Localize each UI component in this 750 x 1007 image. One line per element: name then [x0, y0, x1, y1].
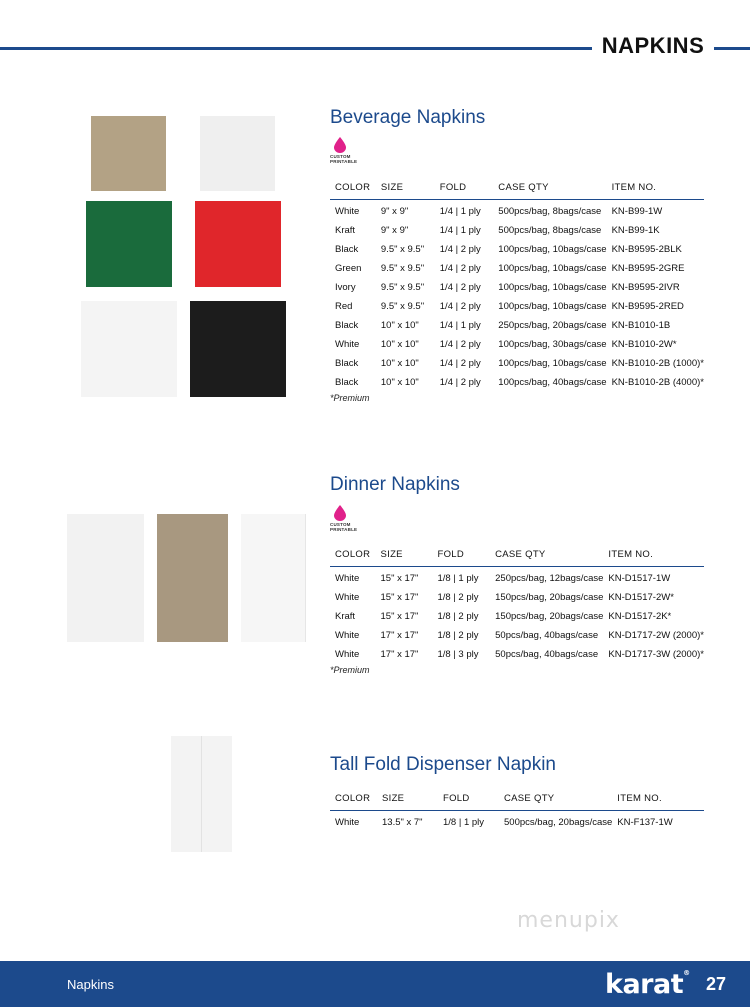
- cell-color: Kraft: [335, 611, 356, 622]
- table-row: [330, 297, 704, 316]
- white-napkin-swatch: [200, 116, 275, 191]
- dinner-spec-table: [330, 547, 704, 664]
- cell-size: 9" x 9": [380, 225, 409, 236]
- cell-item-no: KN-B9595-2GRE: [611, 263, 685, 274]
- cell-case-qty: 100pcs/bag, 10bags/case: [498, 282, 607, 293]
- cell-item-no: KN-D1517-2K*: [608, 611, 672, 622]
- cell-fold: 1/4 | 2 ply: [439, 339, 481, 350]
- ink-drop-icon: [333, 137, 347, 153]
- cell-case-qty: 100pcs/bag, 10bags/case: [498, 358, 607, 369]
- cell-item-no: KN-B9595-2BLK: [611, 244, 682, 255]
- white-10in-napkin-swatch: [81, 301, 177, 397]
- cell-fold: 1/4 | 2 ply: [439, 358, 481, 369]
- premium-note: *Premium: [330, 393, 370, 403]
- header-rule-right: [714, 47, 750, 50]
- ink-drop-icon: [333, 505, 347, 521]
- cell-size: 15" x 17": [380, 611, 419, 622]
- col-case-qty: CASE QTY: [499, 791, 612, 811]
- cell-color: Ivory: [335, 282, 356, 293]
- cell-case-qty: 100pcs/bag, 10bags/case: [498, 263, 607, 274]
- premium-note: *Premium: [330, 665, 370, 675]
- cell-item-no: KN-B1010-2W*: [611, 339, 677, 350]
- cell-color: White: [335, 817, 360, 828]
- cell-case-qty: 250pcs/bag, 20bags/case: [498, 320, 607, 331]
- cell-color: Kraft: [335, 225, 356, 236]
- cell-item-no: KN-F137-1W: [617, 817, 673, 828]
- col-item-no: ITEM NO.: [612, 791, 704, 811]
- page-number: 27: [706, 974, 727, 994]
- tall-fold-napkin-swatch: [171, 736, 232, 852]
- cell-case-qty: 100pcs/bag, 30bags/case: [498, 339, 607, 350]
- col-color: COLOR: [330, 791, 377, 811]
- table-row: [330, 588, 704, 607]
- black-napkin-swatch: [190, 301, 286, 397]
- cell-item-no: KN-B99-1W: [611, 206, 663, 217]
- col-color: COLOR: [330, 180, 376, 200]
- beverage-spec-table: [330, 180, 704, 392]
- table-row: [330, 645, 704, 664]
- cell-color: White: [335, 592, 360, 603]
- cell-color: White: [335, 339, 360, 350]
- custom-printable-badge: [330, 137, 364, 167]
- footer-bar: [0, 961, 750, 1007]
- cell-fold: 1/4 | 2 ply: [439, 301, 481, 312]
- cell-fold: 1/8 | 1 ply: [443, 817, 485, 828]
- cell-size: 9.5" x 9.5": [380, 263, 425, 274]
- cell-color: Black: [335, 377, 359, 388]
- cell-color: Black: [335, 320, 359, 331]
- cell-item-no: KN-D1517-1W: [608, 573, 671, 584]
- cell-color: White: [335, 573, 360, 584]
- cell-color: White: [335, 630, 360, 641]
- brand-logo: karat®: [605, 969, 690, 1000]
- table-row: [330, 335, 704, 354]
- table-row: [330, 240, 704, 259]
- cell-size: 9.5" x 9.5": [380, 282, 425, 293]
- cell-size: 15" x 17": [380, 592, 419, 603]
- cell-fold: 1/4 | 2 ply: [439, 263, 481, 274]
- cell-fold: 1/4 | 1 ply: [439, 225, 481, 236]
- watermark: menupix: [517, 908, 620, 933]
- cell-item-no: KN-D1717-2W (2000)*: [608, 630, 704, 641]
- dinner-section-title: Dinner Napkins: [330, 474, 460, 495]
- header-rule-left: [0, 47, 592, 50]
- col-size: SIZE: [377, 791, 438, 811]
- page-title: NAPKINS: [601, 33, 705, 58]
- col-color: COLOR: [330, 547, 376, 567]
- table-row: [330, 200, 704, 222]
- tallfold-section-title: Tall Fold Dispenser Napkin: [330, 754, 556, 775]
- cell-item-no: KN-B99-1K: [611, 225, 660, 236]
- cell-color: White: [335, 649, 360, 660]
- cell-fold: 1/4 | 2 ply: [439, 377, 481, 388]
- cell-fold: 1/8 | 2 ply: [437, 611, 479, 622]
- cell-item-no: KN-B1010-2B (4000)*: [611, 377, 704, 388]
- table-row: [330, 316, 704, 335]
- col-fold: FOLD: [432, 547, 490, 567]
- kraft-napkin-swatch: [91, 116, 166, 191]
- cell-size: 10" x 10": [380, 377, 419, 388]
- red-napkin-swatch: [195, 201, 281, 287]
- cell-case-qty: 500pcs/bag, 8bags/case: [498, 206, 602, 217]
- cell-size: 15" x 17": [380, 573, 419, 584]
- cell-case-qty: 150pcs/bag, 20bags/case: [495, 611, 604, 622]
- badge-text: CUSTOM PRINTABLE: [330, 522, 358, 532]
- cell-color: Red: [335, 301, 353, 312]
- table-row: [330, 607, 704, 626]
- cell-case-qty: 100pcs/bag, 40bags/case: [498, 377, 607, 388]
- table-row: [330, 354, 704, 373]
- footer-section-label: Napkins: [67, 977, 114, 992]
- table-row: [330, 567, 704, 589]
- cell-size: 13.5" x 7": [382, 817, 423, 828]
- table-row: [330, 626, 704, 645]
- col-case-qty: CASE QTY: [490, 547, 603, 567]
- badge-text: CUSTOM PRINTABLE: [330, 154, 358, 164]
- cell-size: 9.5" x 9.5": [380, 244, 425, 255]
- table-header-row: [330, 180, 704, 200]
- table-header-row: [330, 791, 704, 811]
- cell-case-qty: 500pcs/bag, 8bags/case: [498, 225, 602, 236]
- cell-case-qty: 50pcs/bag, 40bags/case: [495, 649, 599, 660]
- cell-fold: 1/8 | 2 ply: [437, 630, 479, 641]
- white-dinner-napkin-swatch: [67, 514, 144, 642]
- cell-fold: 1/8 | 3 ply: [437, 649, 479, 660]
- col-size: SIZE: [376, 180, 435, 200]
- cell-size: 9" x 9": [380, 206, 409, 217]
- cell-case-qty: 100pcs/bag, 10bags/case: [498, 301, 607, 312]
- cell-case-qty: 50pcs/bag, 40bags/case: [495, 630, 599, 641]
- cell-size: 10" x 10": [380, 320, 419, 331]
- cell-color: Black: [335, 358, 359, 369]
- cell-item-no: KN-B9595-2RED: [611, 301, 684, 312]
- col-fold: FOLD: [435, 180, 494, 200]
- col-item-no: ITEM NO.: [607, 180, 704, 200]
- col-item-no: ITEM NO.: [603, 547, 704, 567]
- table-row: [330, 811, 704, 833]
- green-napkin-swatch: [86, 201, 172, 287]
- table-row: [330, 221, 704, 240]
- cell-fold: 1/8 | 2 ply: [437, 592, 479, 603]
- tallfold-spec-table: [330, 791, 704, 832]
- cell-size: 10" x 10": [380, 339, 419, 350]
- white-2ply-dinner-napkin-swatch: [241, 514, 306, 642]
- cell-case-qty: 100pcs/bag, 10bags/case: [498, 244, 607, 255]
- table-row: [330, 373, 704, 392]
- col-case-qty: CASE QTY: [493, 180, 606, 200]
- cell-color: White: [335, 206, 360, 217]
- cell-fold: 1/4 | 1 ply: [439, 320, 481, 331]
- table-row: [330, 278, 704, 297]
- cell-size: 10" x 10": [380, 358, 419, 369]
- col-fold: FOLD: [438, 791, 499, 811]
- cell-item-no: KN-D1717-3W (2000)*: [608, 649, 704, 660]
- cell-item-no: KN-B1010-1B: [611, 320, 671, 331]
- custom-printable-badge: [330, 505, 364, 535]
- col-size: SIZE: [376, 547, 433, 567]
- cell-case-qty: 250pcs/bag, 12bags/case: [495, 573, 604, 584]
- cell-case-qty: 150pcs/bag, 20bags/case: [495, 592, 604, 603]
- cell-fold: 1/8 | 1 ply: [437, 573, 479, 584]
- cell-color: Green: [335, 263, 362, 274]
- cell-case-qty: 500pcs/bag, 20bags/case: [504, 817, 613, 828]
- cell-size: 17" x 17": [380, 630, 419, 641]
- cell-color: Black: [335, 244, 359, 255]
- cell-fold: 1/4 | 2 ply: [439, 244, 481, 255]
- cell-item-no: KN-D1517-2W*: [608, 592, 674, 603]
- table-row: [330, 259, 704, 278]
- beverage-section-title: Beverage Napkins: [330, 107, 486, 128]
- cell-size: 17" x 17": [380, 649, 419, 660]
- cell-size: 9.5" x 9.5": [380, 301, 425, 312]
- cell-fold: 1/4 | 1 ply: [439, 206, 481, 217]
- table-header-row: [330, 547, 704, 567]
- cell-item-no: KN-B1010-2B (1000)*: [611, 358, 704, 369]
- kraft-dinner-napkin-swatch: [157, 514, 228, 642]
- cell-fold: 1/4 | 2 ply: [439, 282, 481, 293]
- cell-item-no: KN-B9595-2IVR: [611, 282, 680, 293]
